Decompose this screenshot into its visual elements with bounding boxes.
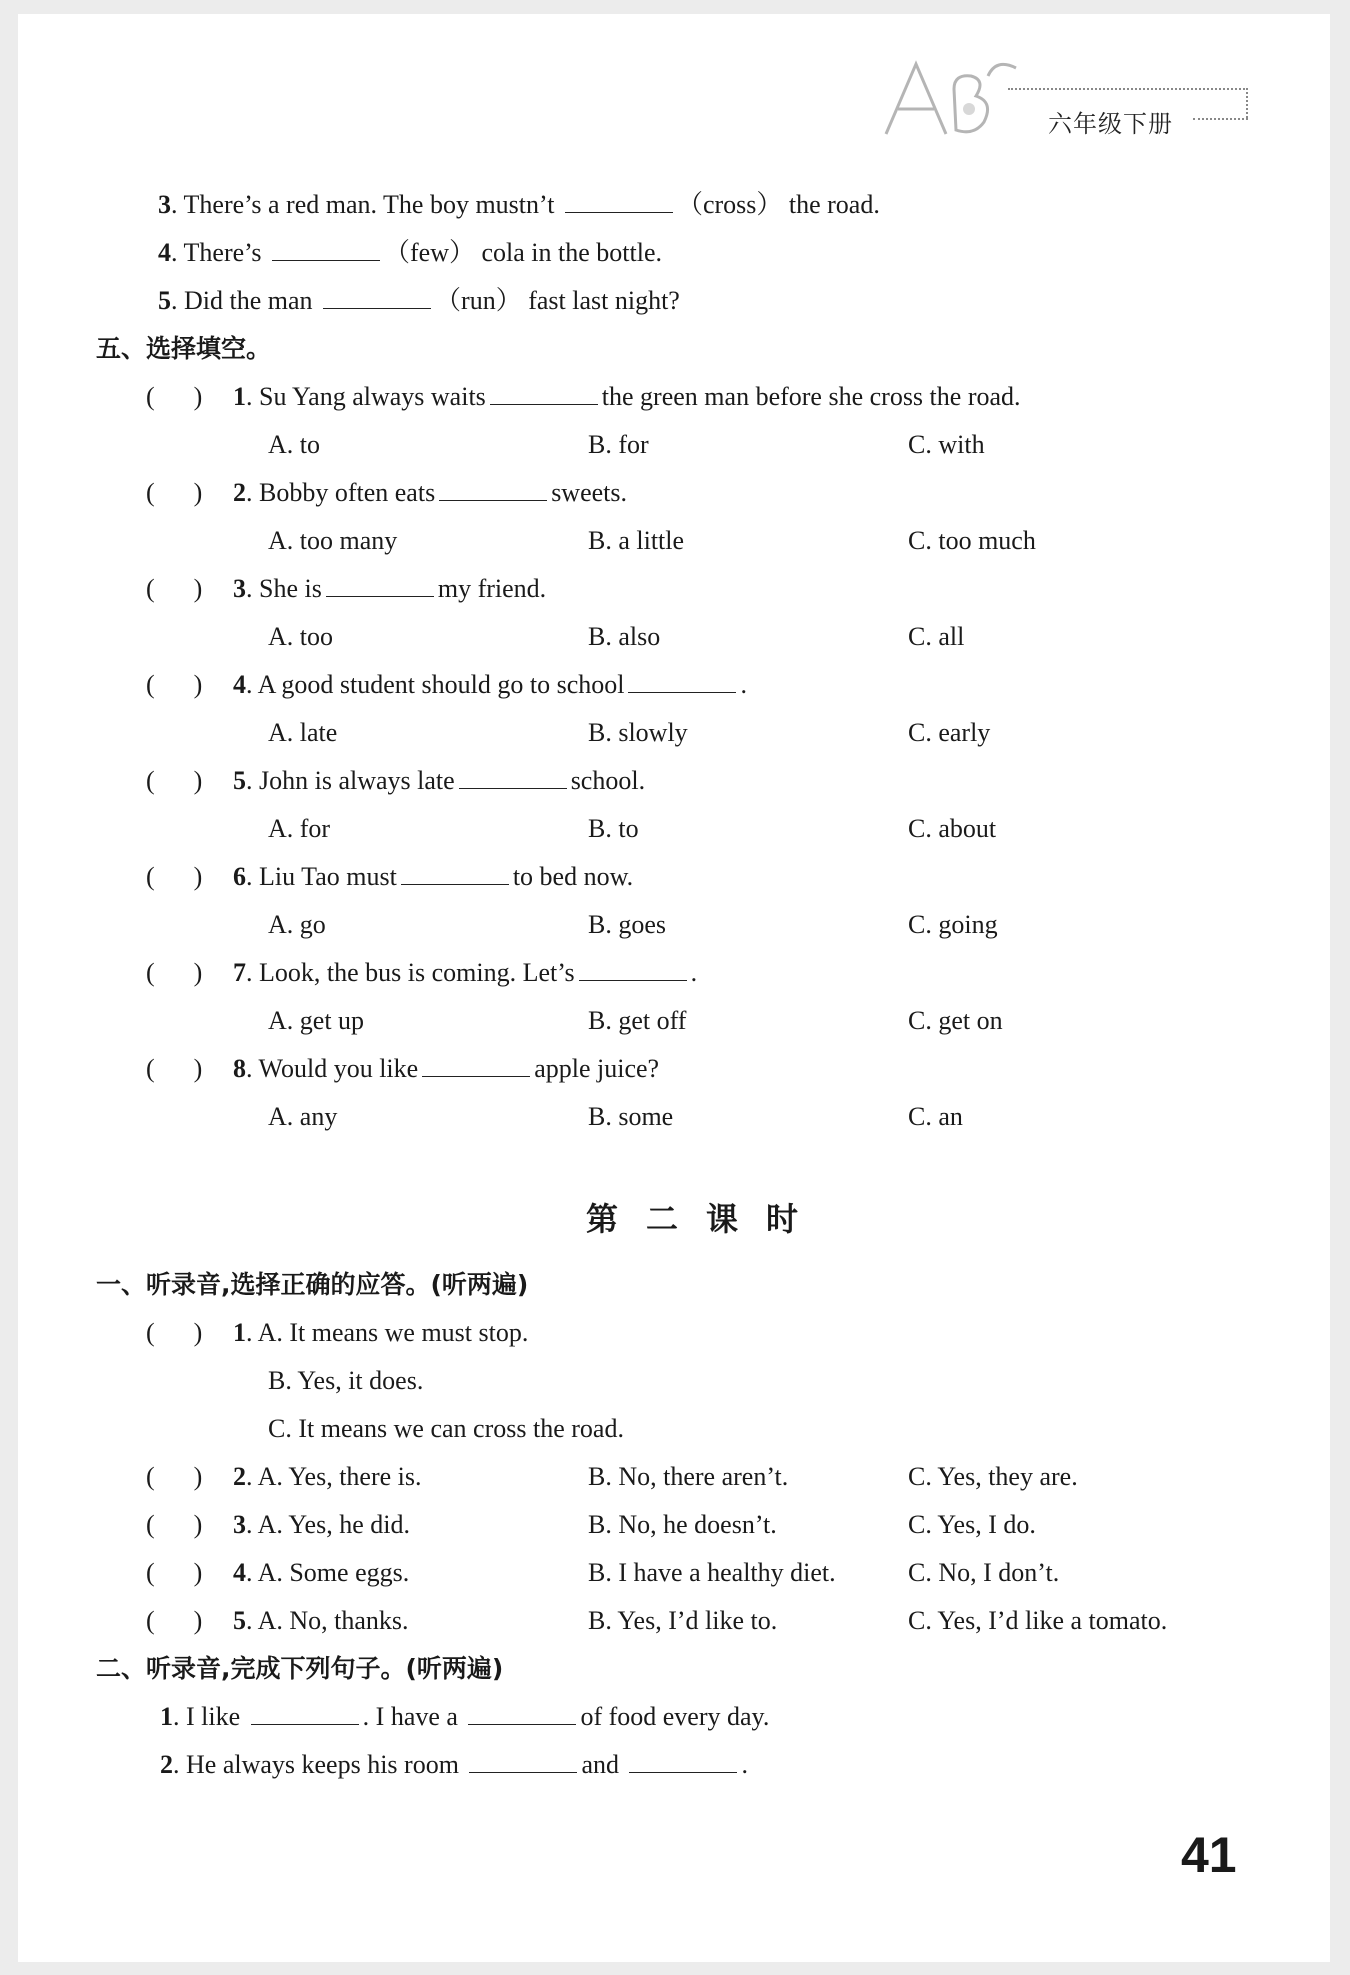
fill-item: 1. I like . I have a of food every day. bbox=[160, 1702, 770, 1731]
option-b: B. get off bbox=[588, 1006, 687, 1035]
option-c: C. about bbox=[908, 814, 997, 843]
option-b: B. No, he doesn’t. bbox=[588, 1510, 777, 1539]
fill-item: 2. He always keeps his room and . bbox=[160, 1750, 748, 1779]
option-a: A. too many bbox=[268, 526, 398, 555]
header-dotted-line bbox=[1008, 88, 1248, 90]
page-number: 41 bbox=[1181, 1827, 1237, 1883]
option-b: B. Yes, I’d like to. bbox=[588, 1606, 778, 1635]
answer-blank bbox=[490, 380, 598, 405]
answer-blank bbox=[422, 1052, 530, 1077]
option-a: A. late bbox=[268, 718, 338, 747]
option-c: C. Yes, I’d like a tomato. bbox=[908, 1606, 1168, 1635]
section-title: 二、听录音,完成下列句子。(听两遍) bbox=[96, 1654, 504, 1683]
option-b: B. goes bbox=[588, 910, 666, 939]
answer-blank bbox=[579, 956, 687, 981]
option-a: A. for bbox=[268, 814, 331, 843]
answer-blank[interactable] bbox=[468, 1700, 576, 1725]
option-c: C. all bbox=[908, 622, 965, 651]
answer-bracket[interactable]: ( ) bbox=[146, 478, 203, 507]
option-c: C. going bbox=[908, 910, 998, 939]
answer-blank[interactable] bbox=[565, 188, 673, 213]
answer-bracket[interactable]: ( ) bbox=[146, 382, 203, 411]
answer-bracket[interactable]: ( ) bbox=[146, 1606, 203, 1635]
option-b: B. some bbox=[588, 1102, 674, 1131]
option-c: C. Yes, they are. bbox=[908, 1462, 1078, 1491]
option-c: C. get on bbox=[908, 1006, 1003, 1035]
worksheet-page: 六年级下册 3. There’s a red man. The boy mustn’t （cross） the road. 4. There’s （few） cola in the bottle. 5. Did the man （run） fast last night? 五、选择填空。 ( ) 1. Su Yang always waits the green man before she cross the road. A. to B. for C. with ( ) 2. Bobby often eats sweets. A. too many B. a little C. too much ( ) 3. She is my friend. A. too B. also C. all ( ) 4. A good student should go to school . A. late B. slowly C. early ( ) 5. John is always late school. A. for B. to C. about ( ) 6. Liu Tao must to bed now. A. go B. goes C. going ( ) 7. Look, the bus is coming. Let’s . A. get up B. get off C. get on ( ) 8. Would you like apple juice? A. any B. some C. an 第二课时 一、听录音,选择正确的应答。(听两遍) ( ) 1. A. It means we must stop. B. Yes, it does. C. It means we can cross the road. ( ) 2. A. Yes, there is. B. No, there aren’t. C. Yes, they are. ( ) 3. A. Yes, he did. B. No, he doesn’t. C. Yes, I do. ( ) 4. A. Some eggs. B. I have a healthy diet. C. No, I don’t. ( ) 5. A. No, thanks. B. Yes, I’d like to. C. Yes, I’d like a tomato. 二、听录音,完成下列句子。(听两遍) 1. I like . I have a of food every day. 2. He always keeps his room and . 41 bbox=[18, 14, 1330, 1962]
option-b: B. Yes, it does. bbox=[268, 1366, 424, 1395]
option-c: C. Yes, I do. bbox=[908, 1510, 1036, 1539]
answer-bracket[interactable]: ( ) bbox=[146, 1318, 203, 1347]
option-c: C. too much bbox=[908, 526, 1036, 555]
option-a: A. go bbox=[268, 910, 326, 939]
option-a: A. too bbox=[268, 622, 333, 651]
answer-bracket[interactable]: ( ) bbox=[146, 670, 203, 699]
answer-bracket[interactable]: ( ) bbox=[146, 766, 203, 795]
answer-bracket[interactable]: ( ) bbox=[146, 1558, 203, 1587]
header-dotted-line bbox=[1246, 88, 1248, 118]
option-c: C. an bbox=[908, 1102, 963, 1131]
option-c: C. It means we can cross the road. bbox=[268, 1414, 624, 1443]
header-dotted-line bbox=[1193, 118, 1248, 120]
fill-item: 5. Did the man （run） fast last night? bbox=[158, 286, 680, 315]
answer-blank[interactable] bbox=[629, 1748, 737, 1773]
answer-blank[interactable] bbox=[323, 284, 431, 309]
answer-bracket[interactable]: ( ) bbox=[146, 1054, 203, 1083]
option-b: B. to bbox=[588, 814, 639, 843]
section-title: 五、选择填空。 bbox=[96, 334, 272, 363]
option-b: B. No, there aren’t. bbox=[588, 1462, 789, 1491]
lesson-title: 第二课时 bbox=[586, 1200, 827, 1238]
option-a: A. get up bbox=[268, 1006, 365, 1035]
section-title: 一、听录音,选择正确的应答。(听两遍) bbox=[96, 1270, 529, 1299]
answer-bracket[interactable]: ( ) bbox=[146, 862, 203, 891]
grade-label: 六年级下册 bbox=[1048, 110, 1173, 138]
option-a: A. to bbox=[268, 430, 320, 459]
option-a: A. any bbox=[268, 1102, 338, 1131]
option-b: B. a little bbox=[588, 526, 685, 555]
answer-blank bbox=[628, 668, 736, 693]
answer-blank[interactable] bbox=[272, 236, 380, 261]
answer-blank[interactable] bbox=[469, 1748, 577, 1773]
answer-blank bbox=[401, 860, 509, 885]
answer-bracket[interactable]: ( ) bbox=[146, 574, 203, 603]
option-c: C. early bbox=[908, 718, 991, 747]
option-b: B. also bbox=[588, 622, 661, 651]
answer-bracket[interactable]: ( ) bbox=[146, 1510, 203, 1539]
option-b: B. I have a healthy diet. bbox=[588, 1558, 836, 1587]
option-b: B. for bbox=[588, 430, 649, 459]
option-c: C. No, I don’t. bbox=[908, 1558, 1060, 1587]
answer-blank bbox=[439, 476, 547, 501]
answer-bracket[interactable]: ( ) bbox=[146, 1462, 203, 1491]
answer-blank bbox=[459, 764, 567, 789]
option-b: B. slowly bbox=[588, 718, 688, 747]
option-c: C. with bbox=[908, 430, 985, 459]
fill-item: 3. There’s a red man. The boy mustn’t （cross） the road. bbox=[158, 190, 880, 219]
answer-blank[interactable] bbox=[251, 1700, 359, 1725]
answer-bracket[interactable]: ( ) bbox=[146, 958, 203, 987]
fill-item: 4. There’s （few） cola in the bottle. bbox=[158, 238, 662, 267]
answer-blank bbox=[326, 572, 434, 597]
abc-logo-icon bbox=[876, 54, 1026, 144]
